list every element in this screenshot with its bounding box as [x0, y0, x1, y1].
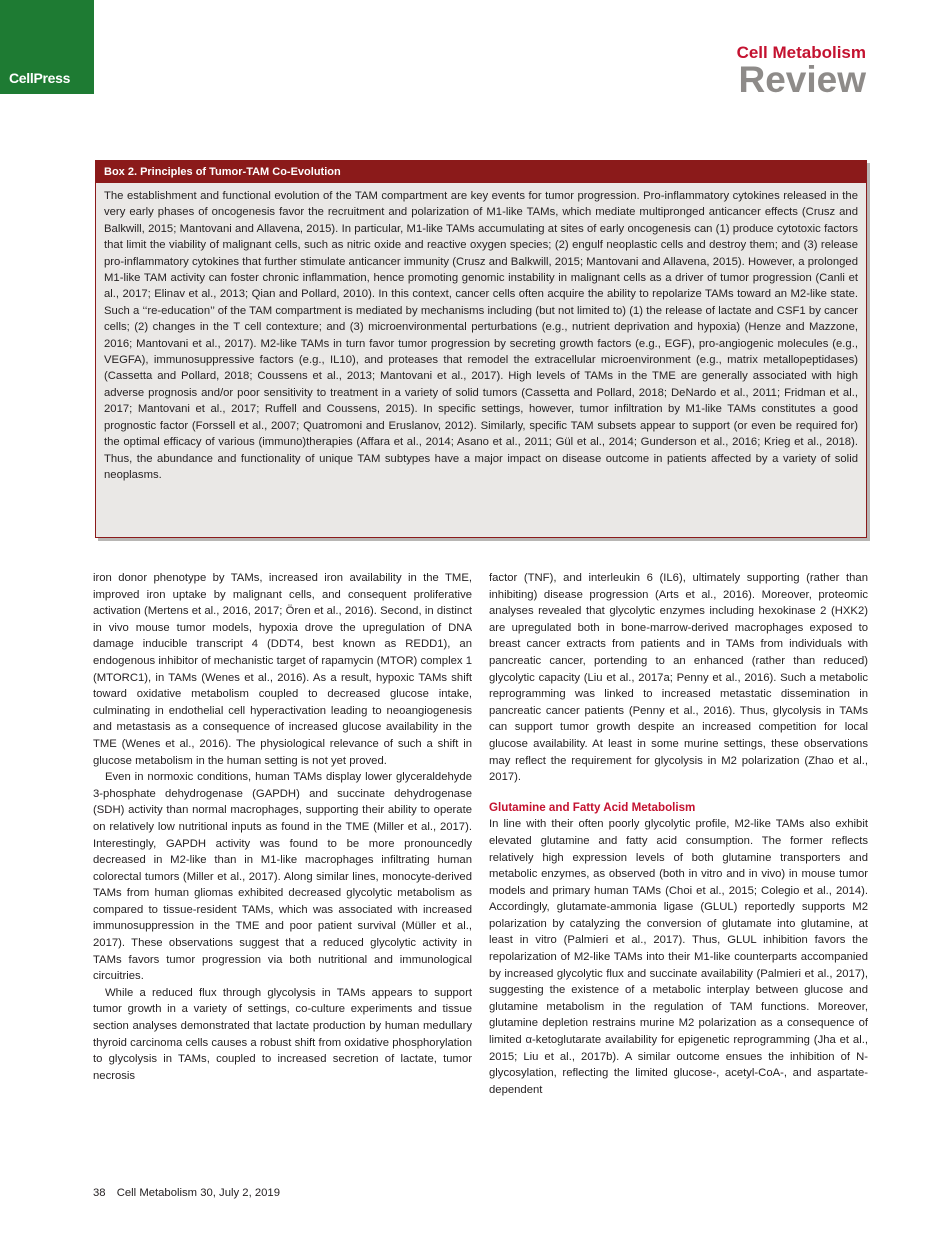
page-number: 38 — [93, 1187, 106, 1199]
box-title: Box 2. Principles of Tumor-TAM Co-Evolution — [96, 161, 866, 183]
right-column — [489, 570, 868, 1098]
left-column — [93, 570, 472, 1084]
paragraph: iron donor phenotype by TAMs, increased iron availability in the TME, improved iron uptake by malignant cells, and consequent proliferative activation (Mertens et al., 2016, 2017; Ören et al., 2016). Second, in distinct in vivo mouse tumor models, hypoxia drove the upregulation of DNA damage inducible transcript 4 (DDT4, best known as REDD1), an endogenous inhibitor of mechanistic target of rapamycin (MTOR) complex 1 (MTORC1), in TAMs (Wenes et al., 2016). As a result, hypoxic TAMs shift toward oxidative metabolism coupled to decreased glucose intake, culminating in endothelial cell hyperactivation leading to neoangiogenesis and metastasis as a consequence of increased glucose availability in the TME (Wenes et al., 2016). The physiological relevance of such a shift in glucose metabolism in the human setting is not yet proved. — [93, 572, 472, 767]
paragraph: In line with their often poorly glycolytic profile, M2-like TAMs also exhibit elevated glutamine and fatty acid consumption. The former reflects relatively high expression levels of both glutamine transporters and metabolic enzymes, as observed (both in vitro and in vivo) in mouse tumor models and primary human TAMs (Choi et al., 2015; Colegio et al., 2014). Accordingly, glutamate-ammonia ligase (GLUL) reportedly supports M2 polarization by catalyzing the conversion of glutamate into glutamine, at least in vitro (Palmieri et al., 2017). Thus, GLUL inhibition favors the repolarization of M2-like TAMs into their M1-like counterparts accompanied by increased glycolytic flux and succinate availability (Palmieri et al., 2017), suggesting the existence of a metabolic interplay between glucose and glutamine metabolism in the regulation of TAM functions. Moreover, glutamine depletion restrains murine M2 polarization as a consequence of limited α-ketoglutarate availability for epigenetic reprogramming (Jha et al., 2015; Liu et al., 2017b). A similar outcome ensues the inhibition of N-glycosylation, reflecting the limited glucose-, acetyl-CoA-, and aspartate-dependent — [489, 818, 868, 1096]
paragraph: Even in normoxic conditions, human TAMs display lower glyceraldehyde 3-phosphate dehydrogenase (GAPDH) and succinate dehydrogenase (SDH) activity than normal macrophages, supporting their ability to operate on relatively low nutritional inputs as found in the TME (Miller et al., 2017). Interestingly, GAPDH activity was found to be more pronouncedly decreased in M2-like than in M1-like macrophages infiltrating human colorectal tumors (Miller et al., 2017). Along similar lines, monocyte-derived TAMs from human gliomas exhibited decreased glycolytic metabolism as compared to tissue-resident TAMs, which was associated with increased immunosuppression in the TME and poor patient survival (Müller et al., 2017). These observations suggest that a reduced glycolytic activity in TAMs favors tumor progression via both nutritional and immunological circuitries. — [93, 771, 472, 983]
cellpress-logo — [0, 0, 94, 94]
box-body: The establishment and functional evolution of the TAM compartment are key events for tumor progression. Pro-inflammatory cytokines released in the very early phases of oncogenesis favor the recruitment and polarization of M1-like TAMs, which mediate multipronged anticancer effects (Crusz and Balkwill, 2015; Mantovani and Allavena, 2015). In particular, M1-like TAMs accumulating at sites of early oncogenesis can (1) produce cytotoxic factors that limit the viability of malignant cells, such as nitric oxide and reactive oxygen species; (2) engulf neoplastic cells and destroy them; and (3) release pro-inflammatory cytokines that further stimulate anticancer immunity (Crusz and Balkwill, 2015; Mantovani and Allavena, 2015). However, a prolonged M1-like TAM activity can foster chronic inflammation, hence promoting genomic instability in malignant cells as a driver of tumor progression (Canli et al., 2017; Elinav et al., 2013; Qian and Pollard, 2010). In this context, cancer cells often acquire the ability to repolarize TAMs toward an M2-like state. Such a ‘‘re-education’’ of the TAM compartment is mediated by mechanisms including (but not limited to) (1) the release of lactate and CSF1 by cancer cells; (2) changes in the T cell contexture; and (3) microenvironmental perturbations (e.g., nutrient deprivation and hypoxia) (Henze and Mazzone, 2016; Mantovani et al., 2017). M2-like TAMs in turn favor tumor progression by secreting growth factors (e.g., EGF), pro-angiogenic molecules (e.g., VEGFA), immunosuppressive factors (e.g., IL10), and proteases that remodel the extracellular microenvironment (e.g., matrix metallopeptidases) (Cassetta and Pollard, 2018; Coussens et al., 2013; Mantovani et al., 2017). High levels of TAMs in the TME are generally associated with high adverse prognosis and/or poor sensitivity to treatment in a variety of solid tumors (Cassetta and Pollard, 2018; DeNardo et al., 2011; Fridman et al., 2017; Mantovani et al., 2017; Ruffell and Coussens, 2015). In specific settings, however, tumor infiltration by M1-like TAMs constitutes a good prognostic factor (Forssell et al., 2007; Quatromoni and Eruslanov, 2012). Similarly, specific TAM subsets appear to support (or even be required for) the optimal efficacy of various (immuno)therapies (Affara et al., 2014; Asano et al., 2011; Gül et al., 2014; Gunderson et al., 2016; Krieg et al., 2018). Thus, the abundance and functionality of unique TAM subtypes have a major impact on disease outcome in patients affected by a variety of solid neoplasms. — [104, 190, 858, 481]
logo-text: CellPress — [9, 70, 71, 86]
article-type: Review — [738, 59, 866, 100]
info-box — [95, 160, 867, 538]
journal-citation: Cell Metabolism 30, July 2, 2019 — [116, 1187, 280, 1199]
page-footer — [93, 1187, 280, 1199]
paragraph: While a reduced flux through glycolysis in TAMs appears to support tumor growth in a variety of settings, co-culture experiments and tissue section analyses demonstrated that lactate production by human medullary thyroid carcinoma cells causes a robust shift from oxidative phosphorylation to glycolysis in TAMs, coupled to increased secretion of lactate, tumor necrosis — [93, 986, 472, 1082]
journal-name: Cell Metabolism — [736, 43, 866, 62]
section-heading: Glutamine and Fatty Acid Metabolism — [489, 800, 696, 814]
paragraph: factor (TNF), and interleukin 6 (IL6), ultimately supporting (rather than inhibiting) disease progression (Arts et al., 2016). Moreover, proteomic analyses revealed that glycolytic enzymes including hexokinase 2 (HXK2) are upregulated both in bone-marrow-derived macrophages exposed to breast cancer extracts from patients and in TAMs from individuals with pancreatic cancer, portending to an enhanced (rather than reduced) glycolytic capacity (Liu et al., 2017a; Penny et al., 2016). Such a metabolic reprogramming was linked to increased metastatic dissemination in pancreatic cancer patients (Penny et al., 2016). Thus, glycolysis in TAMs can support tumor growth despite an increased competition for local glucose availability. At least in some murine settings, these observations may reflect the requirement for glycolysis in M2 polarization (Zhao et al., 2017). — [489, 572, 868, 784]
